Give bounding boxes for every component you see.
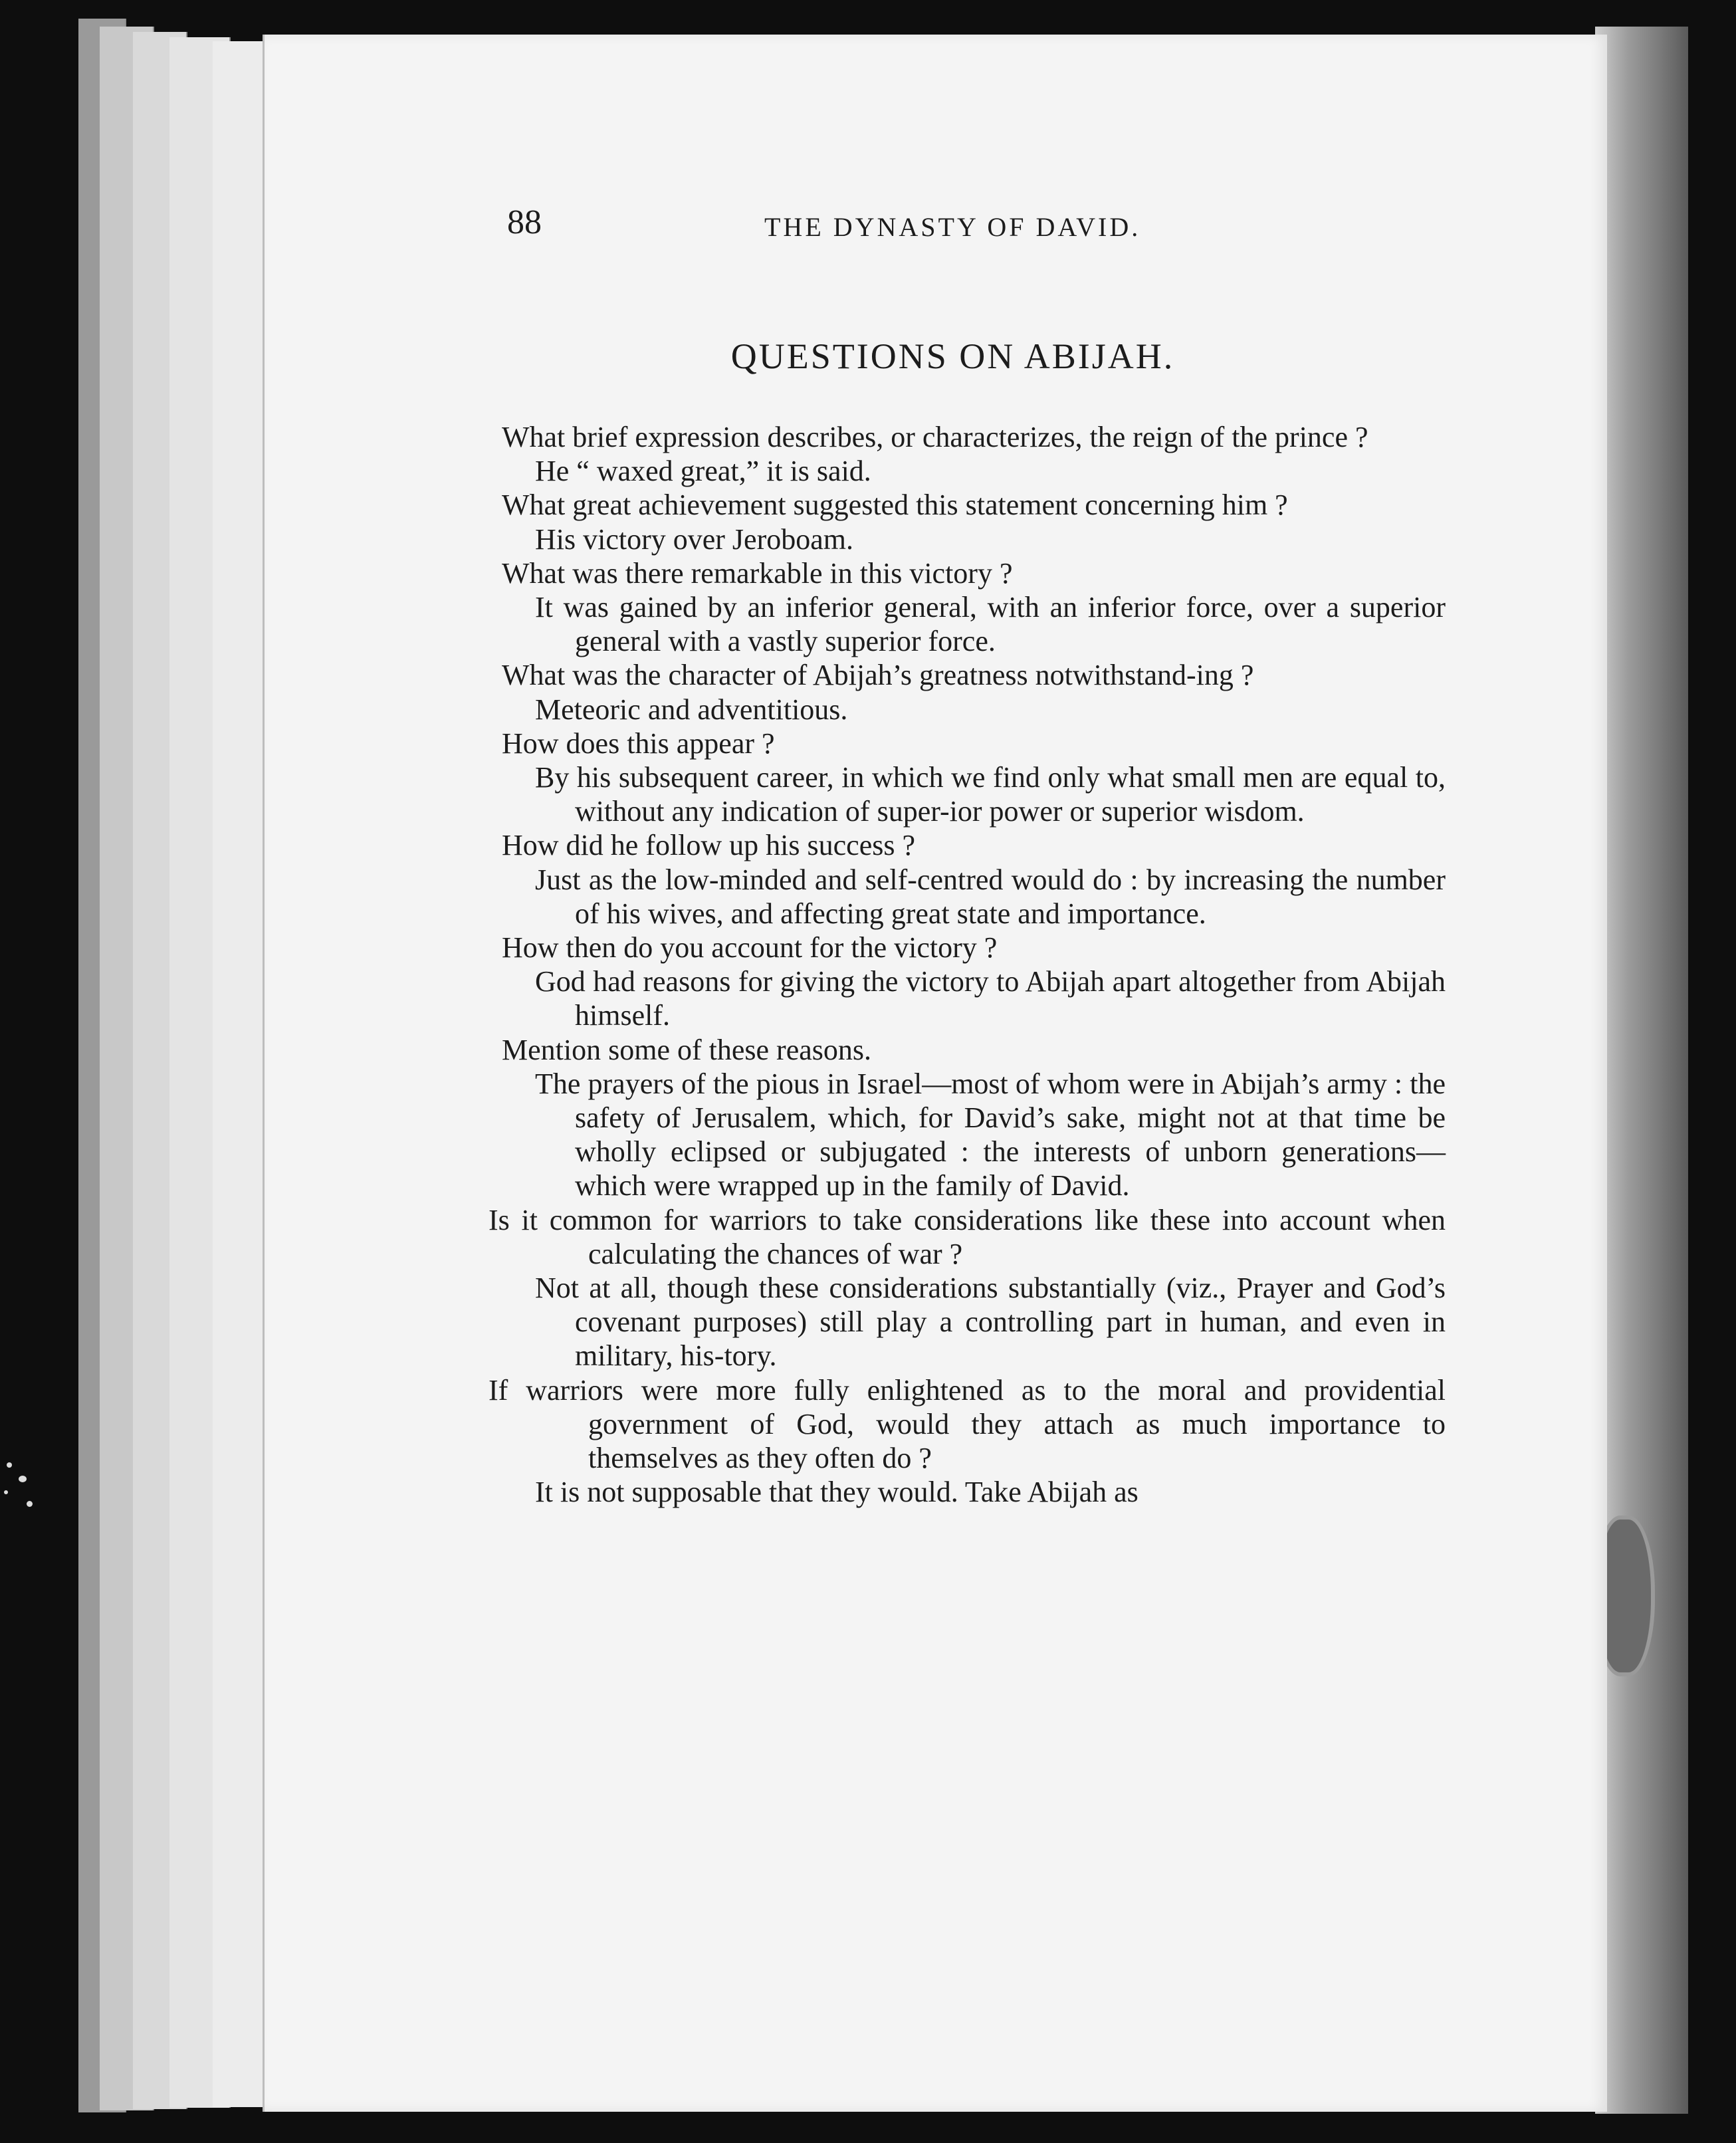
- section-title: QUESTIONS ON ABIJAH.: [730, 336, 1175, 376]
- scan-specks: [0, 1449, 47, 1529]
- answer: His victory over Jeroboam.: [535, 522, 853, 556]
- question: What brief expression describes, or characterizes, the reign of the prince ?: [502, 421, 1368, 453]
- question: Is it common for warriors to take considerations like these into account when calculating the chances of war ?: [488, 1203, 1446, 1270]
- answer: It was gained by an inferior general, with an inferior force, over a superior general with a vastly superior force.: [535, 591, 1446, 658]
- answer: Not at all, though these considerations substantially (viz., Prayer and God’s covenant purposes) still play a controlling part in human, and even in military, his-tory.: [535, 1272, 1446, 1373]
- answer: Just as the low-minded and self-centred would do : by increasing the number of his wives, and affecting great state and importance.: [535, 863, 1446, 930]
- answer: God had reasons for giving the victory to Abijah apart altogether from Abijah himself.: [535, 965, 1446, 1032]
- question: If warriors were more fully enlightened as to the moral and providential government of God, would they attach as much importance to themselves as they often do ?: [488, 1373, 1446, 1475]
- answer: It is not supposable that they would. Take Abijah as: [535, 1476, 1139, 1509]
- answer: He “ waxed great,” it is said.: [535, 455, 871, 488]
- question: Mention some of these reasons.: [502, 1033, 871, 1066]
- question: How did he follow up his success ?: [502, 829, 916, 862]
- question: What was there remarkable in this victory ?: [502, 556, 1013, 590]
- answer: The prayers of the pious in Israel—most of whom were in Abijah’s army : the safety of Jerusalem, which, for David’s sake, might not at that time be wholly eclipsed or subjugated : the interests of unborn generations—which were wrapped up in the family of David.: [535, 1067, 1446, 1202]
- question: How then do you account for the victory ?: [502, 931, 998, 964]
- page-number: 88: [507, 203, 542, 241]
- question: How does this appear ?: [502, 727, 775, 760]
- running-title: THE DYNASTY OF DAVID.: [764, 212, 1141, 242]
- answer: By his subsequent career, in which we find only what small men are equal to, without any indication of super-ior power or superior wisdom.: [535, 761, 1446, 828]
- answer: Meteoric and adventitious.: [535, 693, 848, 726]
- question: What great achievement suggested this statement concerning him ?: [502, 489, 1288, 522]
- qa-body: [488, 420, 1446, 1510]
- question: What was the character of Abijah’s greatness notwithstand-ing ?: [502, 659, 1254, 692]
